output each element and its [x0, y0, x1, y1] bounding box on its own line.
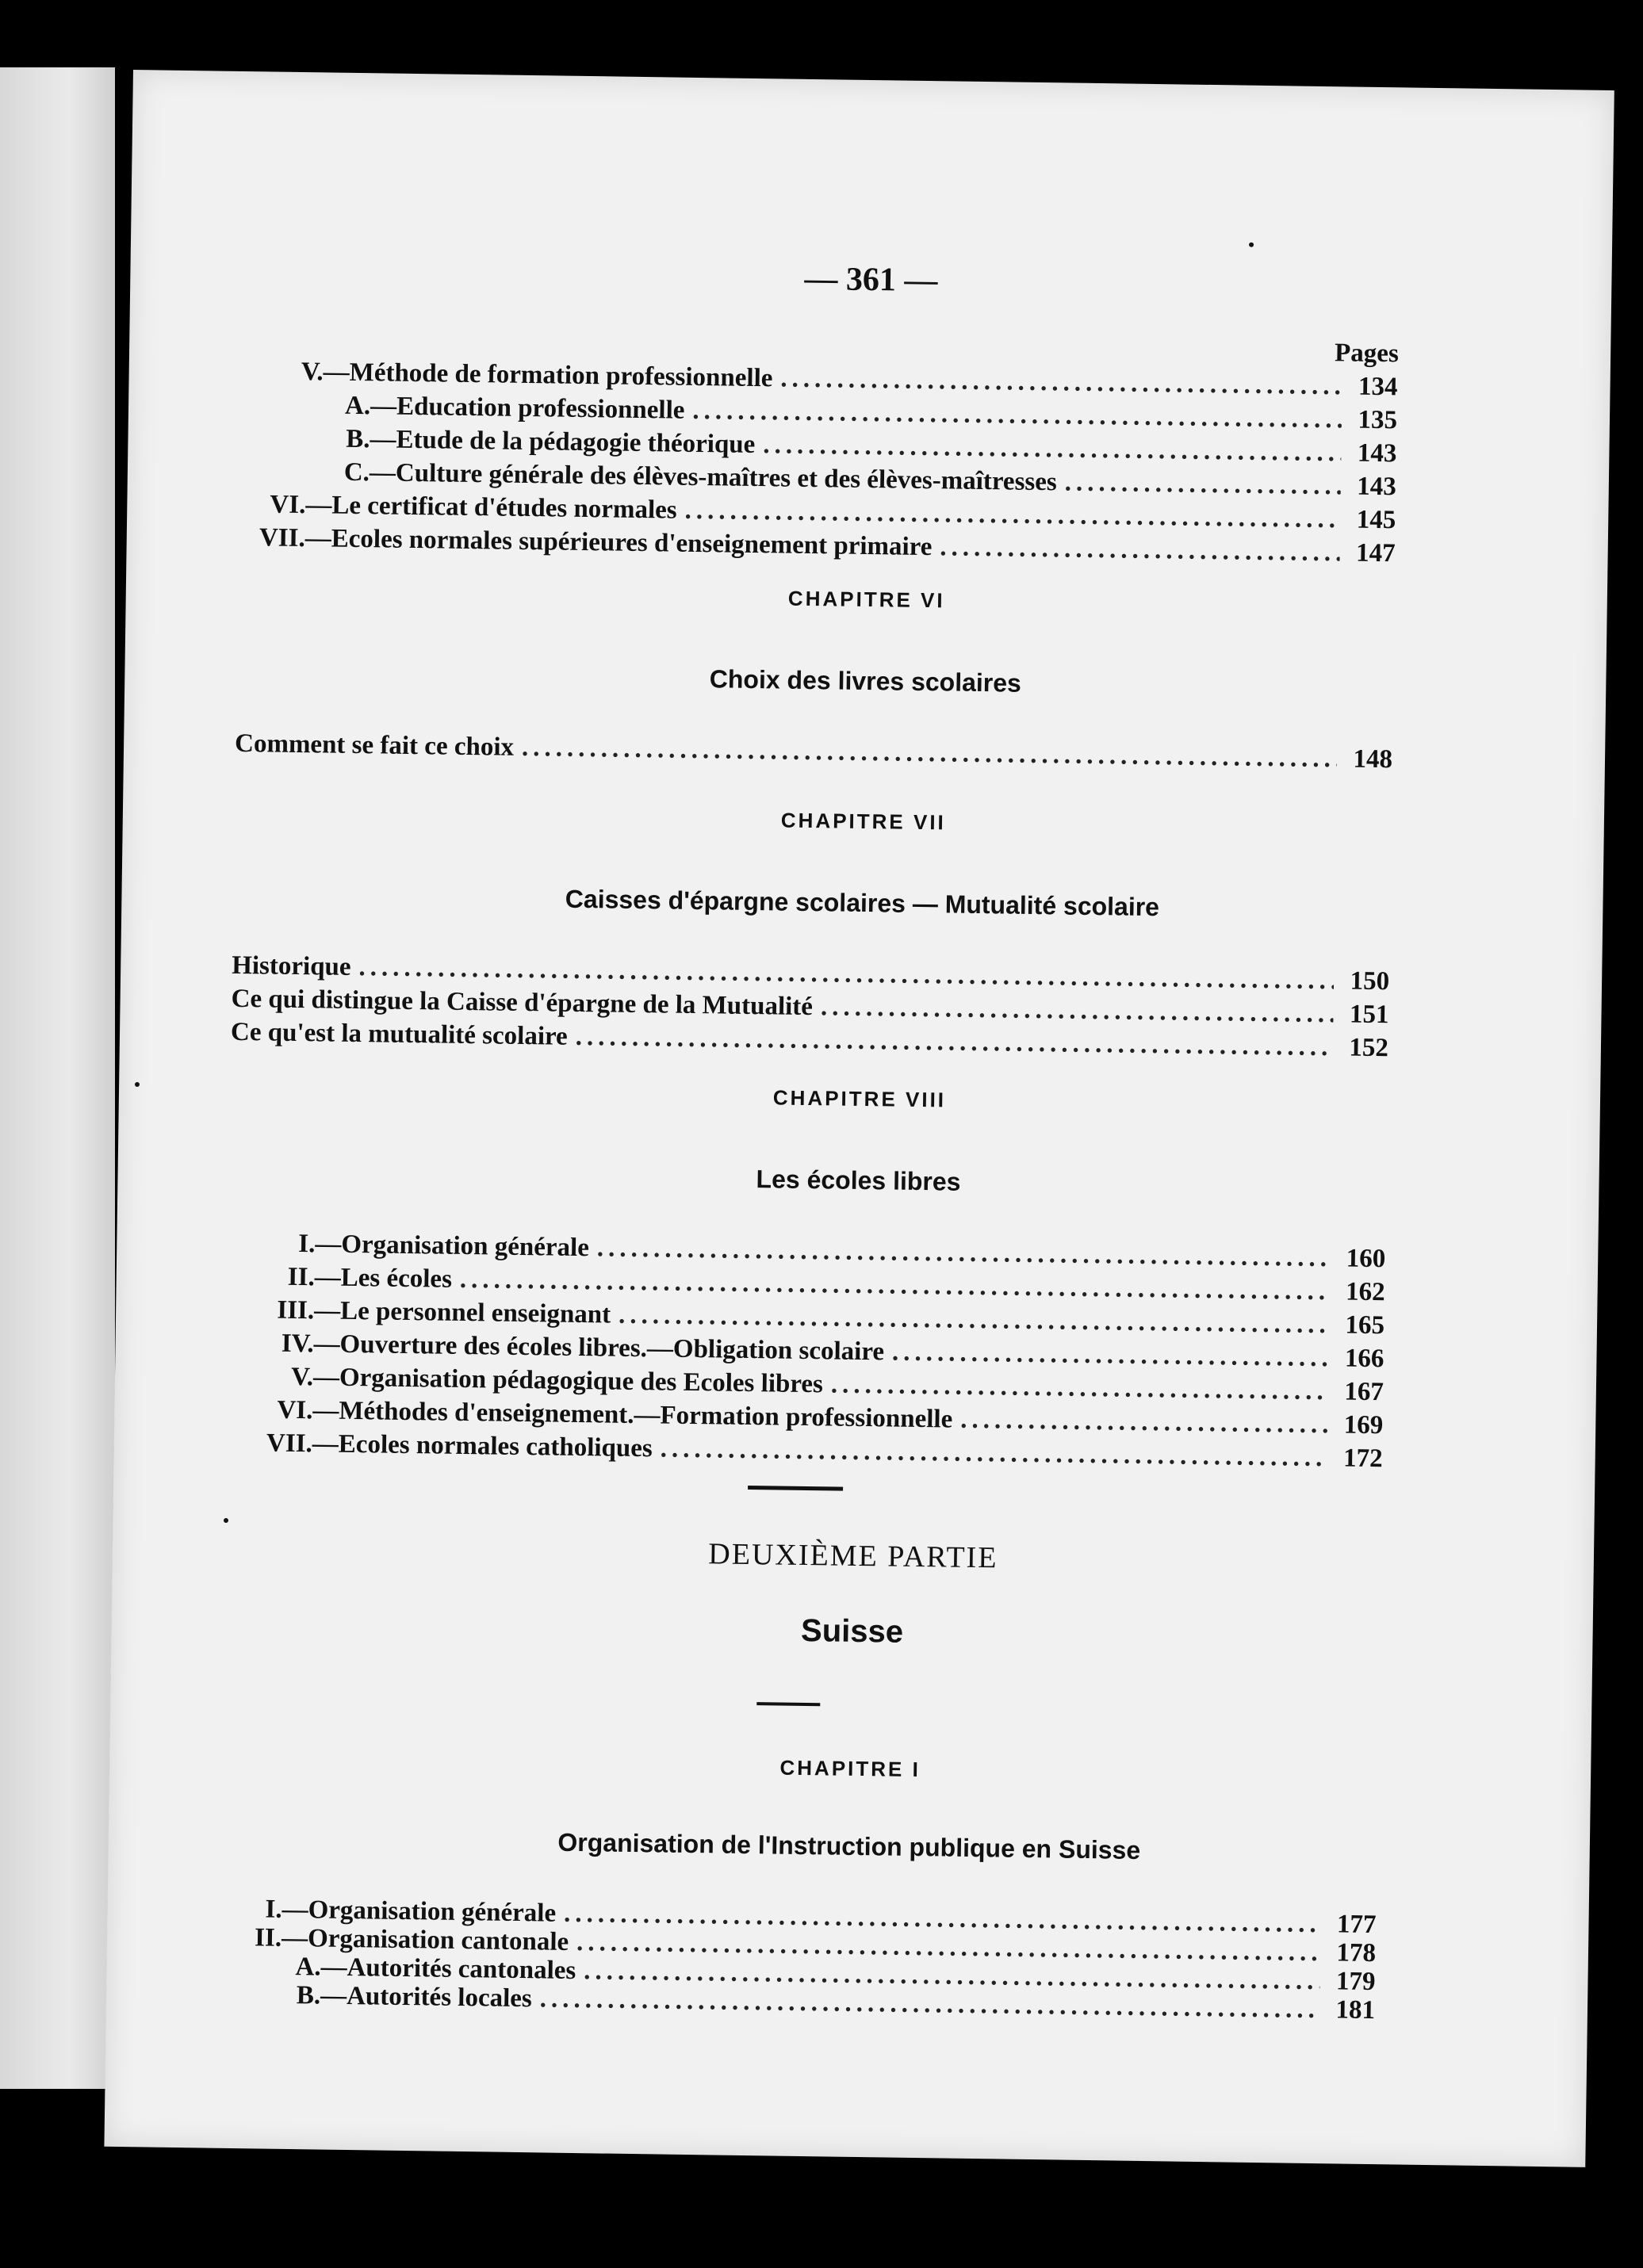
- chapter-vii-label: CHAPITRE VII: [780, 808, 947, 835]
- toc-entry-text: —Le personnel enseignant: [313, 1296, 611, 1329]
- toc-entry-text: —Education professionnelle: [370, 392, 685, 425]
- dot-leader: [821, 992, 1334, 1029]
- chapter-vi-label: CHAPITRE VI: [787, 586, 945, 613]
- dot-leader: [780, 364, 1342, 401]
- toc-entry-text: —Ecoles normales supérieures d'enseignement primaire: [304, 524, 933, 562]
- dot-leader: [940, 533, 1340, 568]
- dot-leader: [575, 1023, 1333, 1062]
- toc-entry-text: Ce qu'est la mutualité scolaire: [230, 1017, 568, 1051]
- dot-leader: [684, 496, 1340, 535]
- toc-entry-number: II.: [287, 1262, 316, 1292]
- adjacent-page-edge: [0, 67, 115, 2089]
- dot-leader: [660, 1434, 1327, 1473]
- chapter-i-label: CHAPITRE I: [779, 1755, 921, 1782]
- toc-entry-page: 134: [1358, 372, 1398, 402]
- chapter-vii-title: Caisses d'épargne scolaires — Mutualité scolaire: [565, 884, 1160, 922]
- toc-entry-page: 147: [1355, 538, 1396, 568]
- toc-entry-text: —Autorités locales: [320, 1981, 533, 2014]
- toc-entry-text: —Organisation cantonale: [281, 1923, 569, 1956]
- toc-entry-page: 135: [1358, 405, 1398, 435]
- page-number: — 361 —: [804, 260, 938, 300]
- toc-entry: [235, 729, 1392, 774]
- toc-entry-page: 143: [1357, 438, 1397, 469]
- toc-entry-page: 169: [1343, 1410, 1384, 1440]
- dot-leader: [522, 733, 1338, 774]
- toc-entry-page: 179: [1335, 1967, 1376, 1997]
- dust-speck: [135, 1082, 140, 1087]
- dot-leader: [831, 1370, 1329, 1406]
- toc-entry-text: —Méthode de formation professionnelle: [323, 358, 773, 393]
- toc-entry-page: 150: [1350, 966, 1390, 996]
- toc-entry-number: III.: [277, 1295, 315, 1325]
- toc-entry-page: 166: [1344, 1344, 1384, 1374]
- dot-leader: [1065, 468, 1342, 501]
- short-divider: [756, 1702, 820, 1706]
- toc-entry-page: 167: [1344, 1377, 1384, 1407]
- toc-entry-number: I.: [265, 1895, 282, 1924]
- toc-entry-text: —Ouverture des écoles libres.—Obligation scolaire: [313, 1329, 885, 1367]
- toc-entry-text: —Ecoles normales catholiques: [312, 1429, 653, 1463]
- dot-leader: [892, 1338, 1329, 1374]
- toc-entry-number: C.: [343, 457, 370, 488]
- section-divider: [748, 1486, 843, 1491]
- toc-entry-text: Ce qui distingue la Caisse d'épargne de la Mutualité: [231, 984, 814, 1022]
- dot-leader: [619, 1301, 1329, 1341]
- dust-speck: [1249, 243, 1254, 247]
- chapter-viii-label: CHAPITRE VIII: [772, 1085, 947, 1112]
- pages-column-label: Pages: [1334, 338, 1400, 369]
- dot-leader: [597, 1233, 1331, 1273]
- dot-leader: [960, 1406, 1328, 1440]
- book-page: [104, 70, 1614, 2167]
- toc-entry-text: —Autorités cantonales: [320, 1952, 576, 1986]
- toc-entry-page: 143: [1357, 472, 1397, 502]
- toc-entry-page: 165: [1345, 1310, 1385, 1341]
- toc-entry-number: VI.: [277, 1395, 313, 1425]
- toc-entry-number: B.: [346, 424, 370, 454]
- toc-entry-text: —Etude de la pédagogie théorique: [370, 425, 756, 459]
- toc-entry-page: 148: [1353, 744, 1393, 774]
- toc-entry-text: —Les écoles: [314, 1263, 453, 1294]
- toc-entry-page: 160: [1346, 1244, 1386, 1274]
- toc-entry-number: VI.: [270, 490, 306, 520]
- toc-entry-text: —Organisation générale: [281, 1895, 557, 1928]
- toc-entry-text: —Organisation générale: [315, 1230, 590, 1263]
- toc-entry-number: V.: [301, 357, 324, 387]
- chapter-viii-title: Les écoles libres: [756, 1165, 961, 1196]
- country-title: Suisse: [800, 1612, 904, 1650]
- toc-entry-page: 181: [1335, 1995, 1376, 2025]
- toc-entry-page: 151: [1349, 1000, 1389, 1030]
- toc-entry-page: 178: [1336, 1938, 1377, 1968]
- toc-entry-text: —Organisation pédagogique des Ecoles libres: [312, 1363, 824, 1399]
- toc-entry-text: Historique: [231, 950, 351, 981]
- toc-entry-page: 152: [1349, 1033, 1389, 1063]
- toc-entry-number: B.: [296, 1981, 321, 2010]
- toc-entry-text: —Culture générale des élèves-maîtres et des élèves-maîtresses: [369, 458, 1058, 497]
- dot-leader: [692, 396, 1342, 434]
- toc-entry-number: IV.: [281, 1329, 314, 1359]
- dust-speck: [224, 1518, 228, 1523]
- toc-entry-number: V.: [290, 1362, 314, 1392]
- toc-entry-number: A.: [344, 391, 371, 421]
- toc-entry-page: 177: [1336, 1910, 1377, 1940]
- dot-leader: [763, 430, 1342, 468]
- toc-entry-page: 145: [1356, 505, 1396, 535]
- toc-entry-page: 172: [1342, 1444, 1383, 1474]
- toc-entry-text: —Méthodes d'enseignement.—Formation professionnelle: [312, 1396, 953, 1434]
- toc-entry-number: A.: [295, 1952, 321, 1982]
- toc-entry-text: Comment se fait ce choix: [234, 729, 515, 762]
- toc-entry-number: I.: [297, 1230, 316, 1259]
- part-title: DEUXIÈME PARTIE: [708, 1537, 998, 1575]
- toc-entry-page: 162: [1345, 1277, 1385, 1307]
- chapter-vi-title: Choix des livres scolaires: [709, 664, 1022, 698]
- toc-entry-number: II.: [254, 1923, 282, 1952]
- toc-entry-number: VII.: [266, 1428, 313, 1459]
- toc-entry-number: VII.: [259, 523, 306, 553]
- toc-entry-text: —Le certificat d'études normales: [305, 491, 677, 525]
- chapter-i-title: Organisation de l'Instruction publique en Suisse: [557, 1827, 1141, 1865]
